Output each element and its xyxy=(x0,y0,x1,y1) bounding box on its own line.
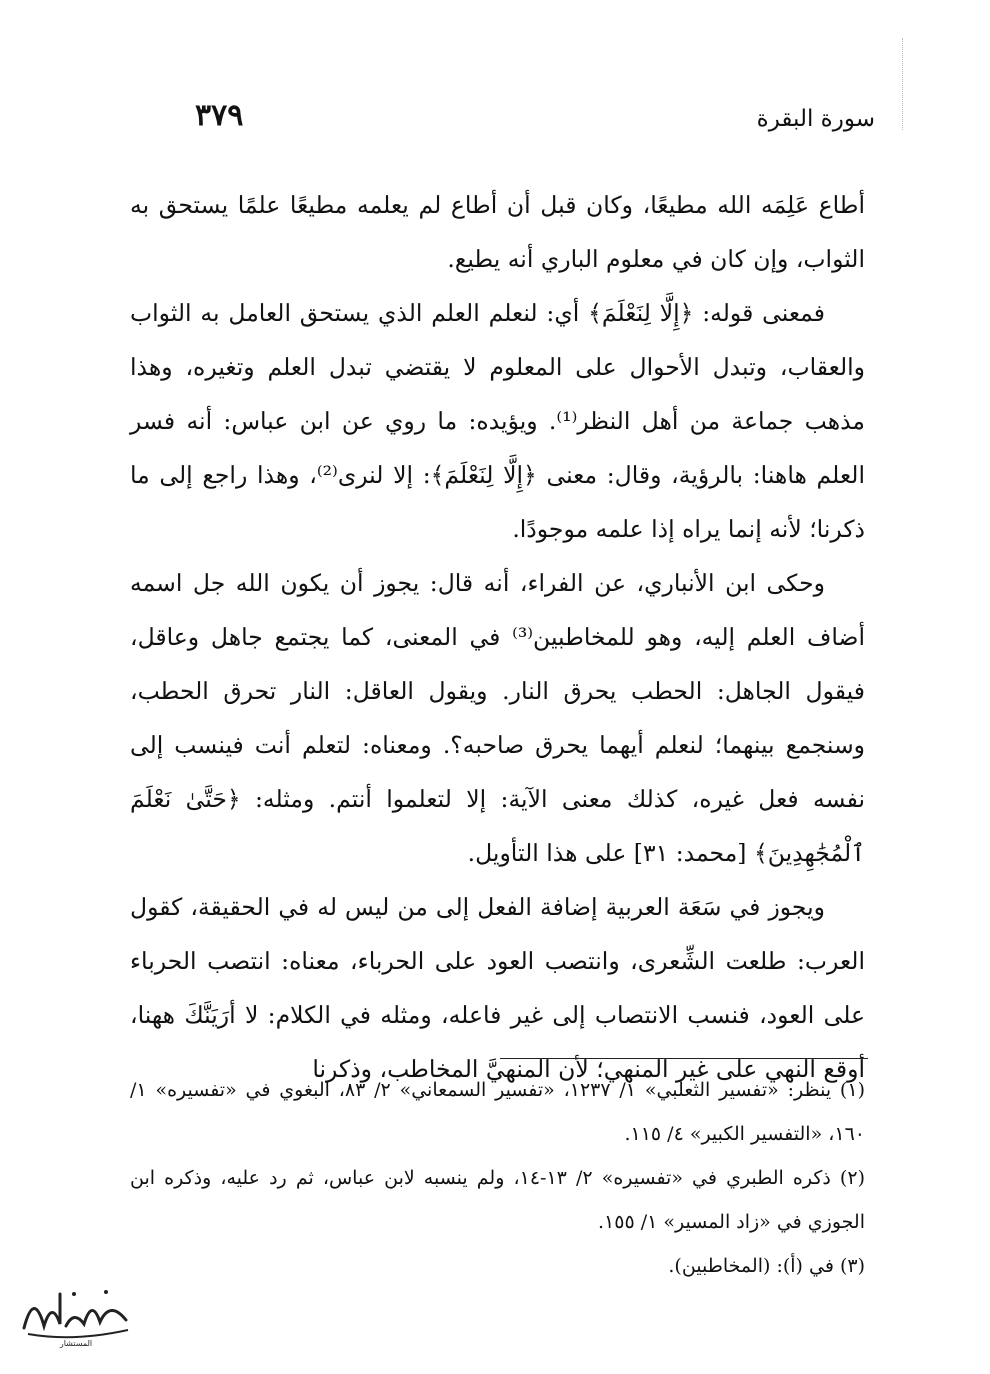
footnote-1: (١) ينظر: «تفسير الثعلبي» ١/ ١٢٣٧، «تفسير السمعاني» ٢/ ٨٣، البغوي في «تفسيره» ١/ ١٦٠، «التفسير الكبير» ٤/ ١١٥. xyxy=(130,1079,865,1145)
watermark-text: المستشار xyxy=(59,1339,93,1348)
page-header xyxy=(140,98,875,148)
main-text xyxy=(130,178,865,1096)
footnote-3: (٣) في (أ): (المخاطبين). xyxy=(668,1255,865,1277)
margin-ticks xyxy=(902,38,905,130)
paragraph-1: أطاع عَلِمَه الله مطيعًا، وكان قبل أن أطاع لم يعلمه مطيعًا علمًا يستحق به الثواب، وإن كان في معلوم الباري أنه يطيع. xyxy=(130,191,865,273)
paragraph-4: ويجوز في سَعَة العربية إضافة الفعل إلى من ليس له في الحقيقة، كقول العرب: طلعت الشِّعرى، وانتصب العود على الحرباء، معناه: انتصب الحرباء على العود، فنسب الانتصاب إلى غير فاعله، ومثله في الكلام: لا أرَيَنَّكَ ههنا، أوقع النهي على غير المنهي؛ لأن المنهيَّ المخاطب، وذكرنا xyxy=(130,893,865,1083)
footnotes xyxy=(130,1068,865,1288)
paragraph-2: فمعنى قوله: ﴿إِلَّا لِنَعْلَمَ﴾ أي: لنعلم العلم الذي يستحق العامل به الثواب والعقاب، وتبدل الأحوال على المعلوم لا يقتضي تبدل العلم وتغيره، وهذا مذهب جماعة من أهل النظر⁽¹⁾. ويؤيده: ما روي عن ابن عباس: أنه فسر العلم هاهنا: بالرؤية، وقال: معنى ﴿إِلَّا لِنَعْلَمَ﴾: إلا لنرى⁽²⁾، وهذا راجع إلى ما ذكرنا؛ لأنه إنما يراه إذا علمه موجودًا. xyxy=(130,299,866,543)
library-stamp-logo-icon xyxy=(14,1280,139,1350)
running-title: سورة البقرة xyxy=(756,106,875,132)
paragraph-3: وحكى ابن الأنباري، عن الفراء، أنه قال: يجوز أن يكون الله جل اسمه أضاف العلم إليه، وهو للمخاطبين⁽³⁾ في المعنى، كما يجتمع جاهل وعاقل، فيقول الجاهل: الحطب يحرق النار. ويقول العاقل: النار تحرق الحطب، وسنجمع بينهما؛ لنعلم أيهما يحرق صاحبه؟. ومعناه: لتعلم أنت فينسب إلى نفسه فعل غيره، كذلك معنى الآية: إلا لتعلموا أنتم. ومثله: ﴿حَتَّىٰ نَعْلَمَ ٱلْمُجَٰهِدِينَ﴾ [محمد: ٣١] على هذا التأويل. xyxy=(130,569,866,867)
footnote-2: (٢) ذكره الطبري في «تفسيره» ٢/ ١٣-١٤، ولم ينسبه لابن عباس، ثم رد عليه، وذكره ابن الجوزي في «زاد المسير» ١/ ١٥٥. xyxy=(130,1167,865,1233)
footnote-separator xyxy=(500,1058,868,1059)
page-number: ٣٧٩ xyxy=(195,98,244,133)
watermark-logo xyxy=(14,1280,139,1350)
